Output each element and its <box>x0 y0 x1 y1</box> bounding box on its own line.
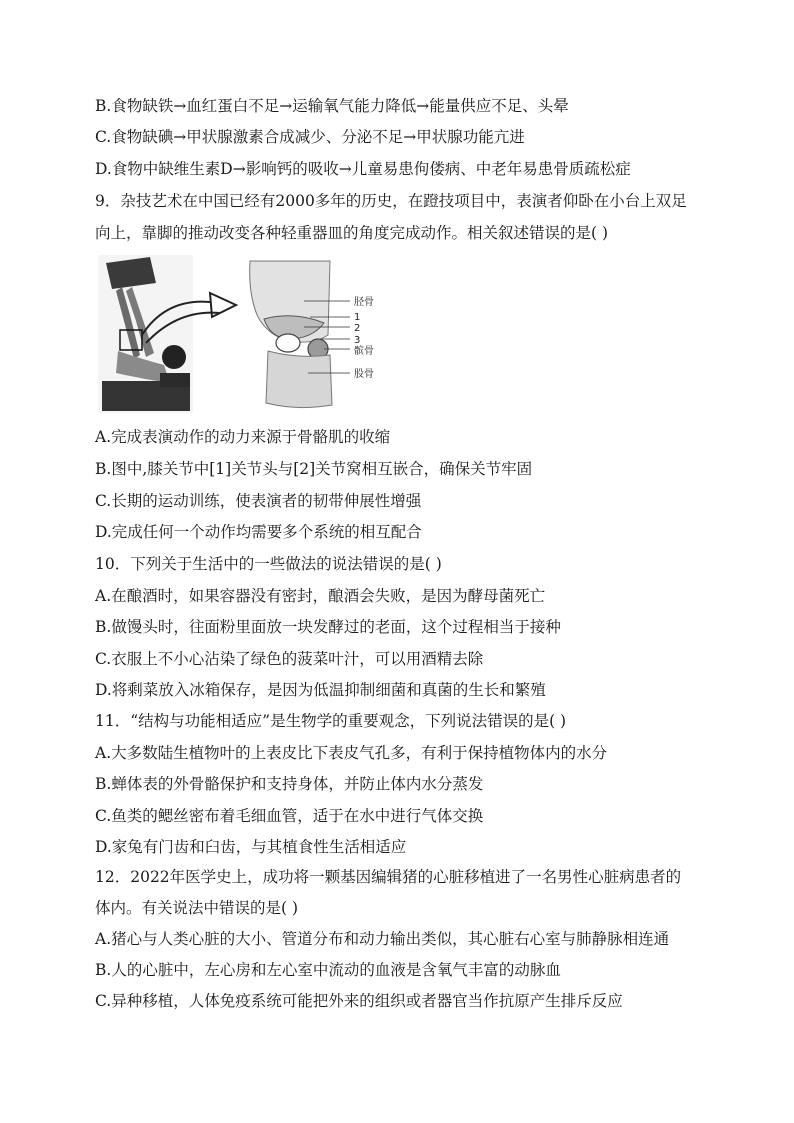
performer-photo <box>98 255 193 413</box>
q9-stem-line2: 向上，靠脚的推动改变各种轻重器皿的角度完成动作。相关叙述错误的是( ) <box>95 224 609 242</box>
q11-option-a: A.大多数陆生植物叶的上表皮比下表皮气孔多，有利于保持植物体内的水分 <box>95 744 608 762</box>
q11-stem: 11．“结构与功能相适应”是生物学的重要观念，下列说法错误的是( ) <box>95 712 567 730</box>
label-femur: 股骨 <box>354 369 374 380</box>
q11-option-c: C.鱼类的鳃丝密布着毛细血管，适于在水中进行气体交换 <box>95 807 484 825</box>
label-tibia: 胫骨 <box>354 297 374 308</box>
q10-option-c: C.衣服上不小心沾染了绿色的菠菜叶汁，可以用酒精去除 <box>95 650 484 668</box>
q9-option-a: A.完成表演动作的动力来源于骨骼肌的收缩 <box>95 428 391 446</box>
q8-option-c: C.食物缺碘→甲状腺激素合成减少、分泌不足→甲状腺功能亢进 <box>95 128 525 146</box>
q10-option-a: A.在酿酒时，如果容器没有密封，酿酒会失败，是因为酵母菌死亡 <box>95 587 546 605</box>
label-1: 1 <box>354 312 361 323</box>
label-2: 2 <box>354 323 361 334</box>
q9-option-c: C.长期的运动训练，使表演者的韧带伸展性增强 <box>95 492 422 510</box>
q11-option-b: B.蝉体表的外骨骼保护和支持身体，并防止体内水分蒸发 <box>95 775 484 793</box>
q10-stem: 10．下列关于生活中的一些做法的说法错误的是( ) <box>95 555 442 573</box>
label-3: 3 <box>354 335 361 346</box>
q12-option-b: B.人的心脏中，左心房和左心室中流动的血液是含氧气丰富的动脉血 <box>95 961 561 979</box>
q12-stem-line1: 12．2022年医学史上，成功将一颗基因编辑猪的心脏移植进了一名男性心脏病患者的 <box>95 868 682 886</box>
q9-option-d: D.完成任何一个动作均需要多个系统的相互配合 <box>95 523 422 541</box>
q10-option-d: D.将剩菜放入冰箱保存，是因为低温抑制细菌和真菌的生长和繁殖 <box>95 681 546 699</box>
knee-joint-diagram <box>98 255 398 415</box>
q11-option-d: D.家兔有门齿和臼齿，与其植食性生活相适应 <box>95 838 407 856</box>
q9-knee-joint-figure <box>98 255 398 415</box>
q9-option-b: B.图中,膝关节中[1]关节头与[2]关节窝相互嵌合，确保关节牢固 <box>95 460 533 478</box>
q9-stem-line1: 9．杂技艺术在中国已经有2000多年的历史，在蹬技项目中，表演者仰卧在小台上双足 <box>95 192 687 210</box>
q12-option-a: A.猪心与人类心脏的大小、管道分布和动力输出类似，其心脏右心室与肺静脉相连通 <box>95 930 670 948</box>
q8-option-d: D.食物中缺维生素D→影响钙的吸收→儿童易患佝偻病、中老年易患骨质疏松症 <box>95 160 631 178</box>
q10-option-b: B.做馒头时，往面粉里面放一块发酵过的老面，这个过程相当于接种 <box>95 618 561 636</box>
q8-option-b: B.食物缺铁→血红蛋白不足→运输氧气能力降低→能量供应不足、头晕 <box>95 97 569 115</box>
q12-option-c: C.异种移植，人体免疫系统可能把外来的组织或者器官当作抗原产生排斥反应 <box>95 992 623 1010</box>
q12-stem-line2: 体内。有关说法中错误的是( ) <box>95 899 299 917</box>
label-patella: 髌骨 <box>354 346 374 357</box>
knee-illustration <box>250 261 350 408</box>
